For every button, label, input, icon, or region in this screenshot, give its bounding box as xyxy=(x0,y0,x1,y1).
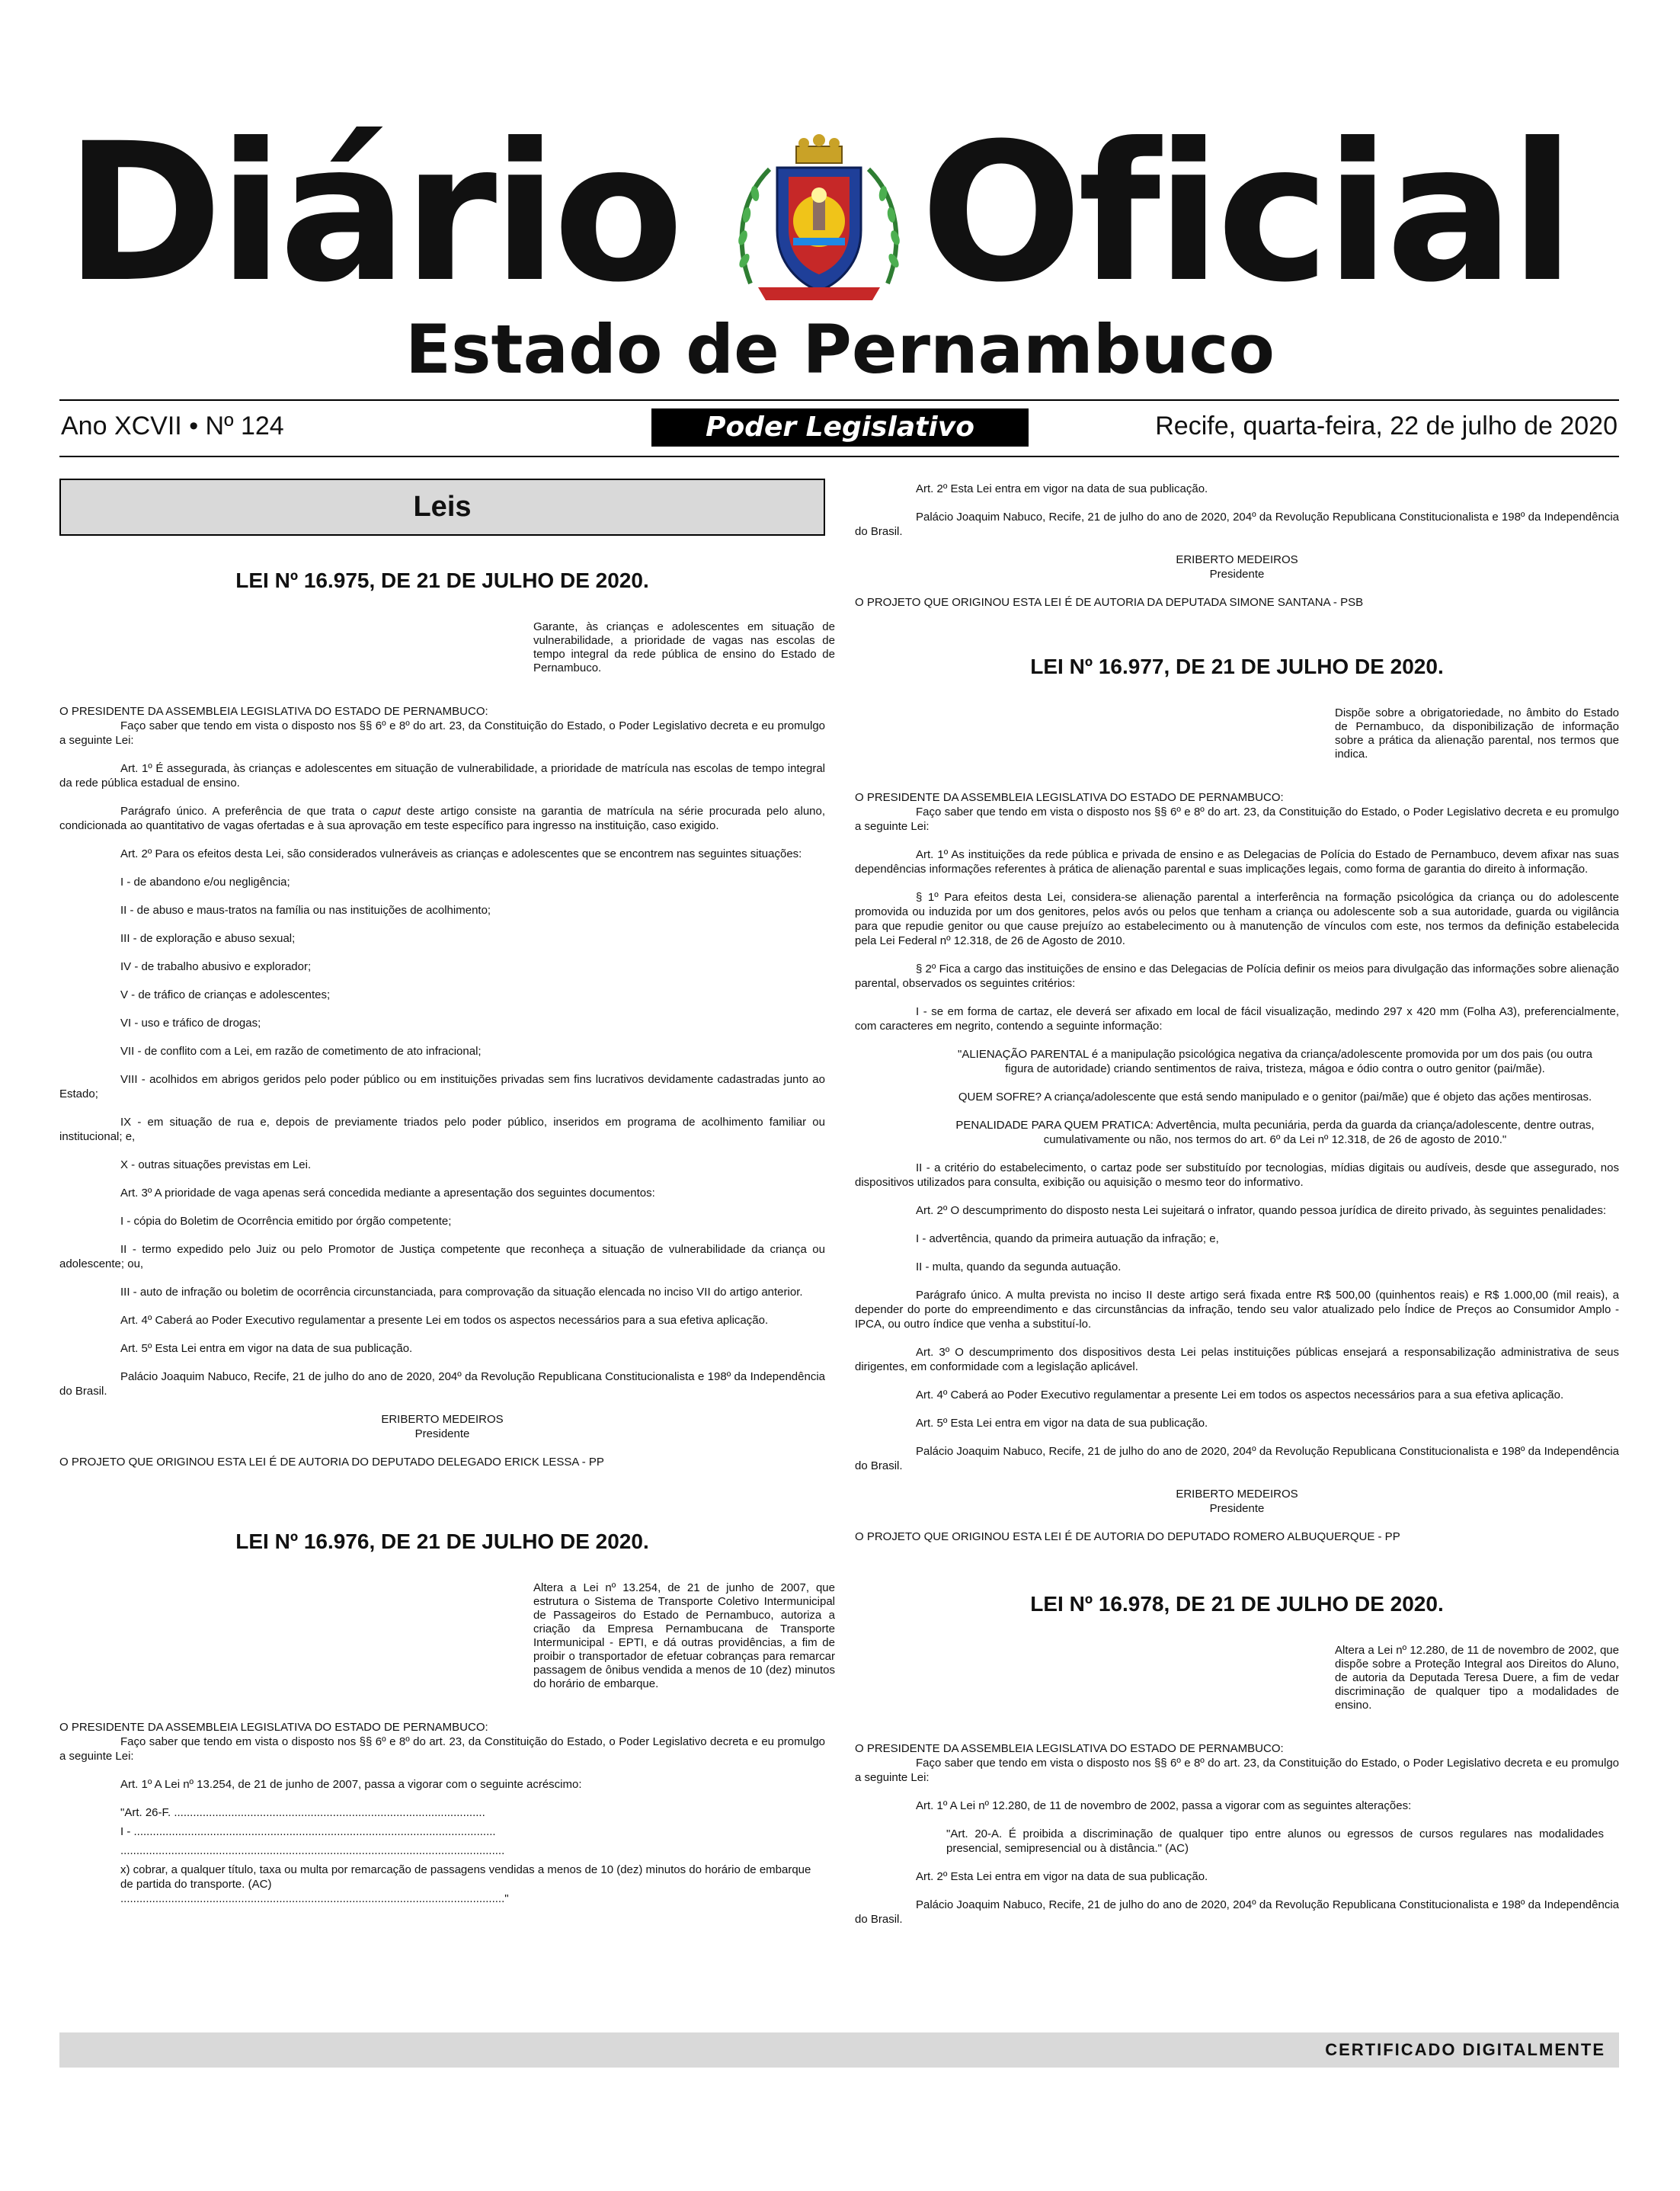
law-article: Art. 2º Esta Lei entra em vigor na data de sua publicação. xyxy=(916,482,1208,495)
law-quote: "Art. 26-F. .................................................................................................. xyxy=(120,1806,485,1819)
law-item: IX - em situação de rua e, depois de previamente triados pelo poder público, inseridos em programa de acolhimento familiar ou institucional; e, xyxy=(59,1116,825,1143)
law-item: III - de exploração e abuso sexual; xyxy=(120,932,296,945)
law-item: II - de abuso e maus-tratos na família ou nas instituições de acolhimento; xyxy=(120,904,491,917)
law-item: II - termo expedido pelo Juiz ou pelo Promotor de Justiça competente que reconheça a situação de vulnerabilidade da criança ou adolescente; ou, xyxy=(59,1243,825,1270)
law-signature xyxy=(59,1412,825,1441)
law-item: I - cópia do Boletim de Ocorrência emitido por órgão competente; xyxy=(120,1215,452,1228)
law-article: Art. 3º O descumprimento dos dispositivos desta Lei pelas instituições públicas ensejará a responsabilização administrativa de seus dirigentes, em conformidade com a legislação aplicável. xyxy=(855,1346,1619,1373)
law-ementa: Altera a Lei nº 12.280, de 11 de novembro de 2002, que dispõe sobre a Proteção Integral aos Direitos do Aluno, de autoria da Deputada Teresa Duere, a fim de vedar discriminação de qualquer tipo a modalidades de ensino. xyxy=(1335,1644,1619,1712)
law-article: Art. 2º Esta Lei entra em vigor na data de sua publicação. xyxy=(916,1870,1208,1883)
law-signature xyxy=(855,1487,1619,1516)
law-title: LEI Nº 16.978, DE 21 DE JULHO DE 2020. xyxy=(1030,1592,1444,1616)
law-article: Art. 1º A Lei nº 13.254, de 21 de junho de 2007, passa a vigorar com o seguinte acréscimo: xyxy=(120,1778,582,1791)
law-item: III - auto de infração ou boletim de ocorrência circunstanciada, para comprovação da situação elencada no inciso VII do artigo anterior. xyxy=(120,1286,803,1299)
law-item: II - a critério do estabelecimento, o cartaz pode ser substituído por tecnologias, mídias digitais ou audíveis, desde que assegurado, nos dispositivos utilizados para consulta, exibição ou aquisição o mesmo teor do informativo. xyxy=(855,1161,1619,1189)
pernambuco-coat-of-arms-icon xyxy=(728,131,910,306)
law-paragraph: Parágrafo único. A preferência de que trata o caput deste artigo consiste na garantia de matrícula na série procurada pelo aluno, condicionada ao quantitativo de vagas ofertadas e à sua aprovação em teste específico para ingresso na instituição, caso exigido. xyxy=(59,805,826,832)
law-paragraph: § 1º Para efeitos desta Lei, considera-se alienação parental a interferência na formação psicológica da criança ou do adolescente promovida ou induzida por um dos genitores, pelos avós ou pelos que tenham a criança ou adolescente sob a sua autoridade, guarda ou vigilância para que repudie genitor ou que cause prejuízo ao estabelecimento ou à manutenção de vínculos com este, nos termos da definição estabelecida pela Lei Federal nº 12.318, de 26 de Agosto de 2010. xyxy=(855,891,1619,947)
law-signature-place: Palácio Joaquim Nabuco, Recife, 21 de julho do ano de 2020, 204º da Revolução Republicana Constitucionalista e 198º da Independência do Brasil. xyxy=(855,1898,1619,1926)
law-item: II - multa, quando da segunda autuação. xyxy=(916,1260,1122,1273)
signer-role: Presidente xyxy=(1209,568,1265,581)
law-quote: QUEM SOFRE? A criança/adolescente que está sendo manipulado e o genitor (pai/mãe) que é objeto das ações mentirosas. xyxy=(958,1091,1592,1104)
law-preamble: Faço saber que tendo em vista o disposto nos §§ 6º e 8º do art. 23, da Constituição do Estado, o Poder Legislativo decreta e eu promulgo a seguinte Lei: xyxy=(855,806,1619,833)
law-title: LEI Nº 16.976, DE 21 DE JULHO DE 2020. xyxy=(235,1530,649,1553)
law-item: X - outras situações previstas em Lei. xyxy=(120,1158,312,1171)
left-column xyxy=(59,568,835,1920)
law-paragraph: § 2º Fica a cargo das instituições de ensino e das Delegacias de Polícia definir os meios para divulgação das informações sobre alienação parental, observados os seguintes critérios: xyxy=(855,963,1619,990)
law-preamble-head: O PRESIDENTE DA ASSEMBLEIA LEGISLATIVA DO ESTADO DE PERNAMBUCO: xyxy=(59,705,488,718)
law-article: Art. 4º Caberá ao Poder Executivo regulamentar a presente Lei em todos os aspectos necessários para a sua efetiva aplicação. xyxy=(916,1389,1564,1401)
law-article: Art. 1º As instituições da rede pública e privada de ensino e as Delegacias de Polícia do Estado de Pernambuco, devem afixar nas suas dependências informações referentes à prática de alienação parental e suas implicações legais, como forma de garantia do direito à informação. xyxy=(855,848,1619,876)
signer-name: ERIBERTO MEDEIROS xyxy=(381,1413,504,1426)
signer-name: ERIBERTO MEDEIROS xyxy=(1176,1488,1298,1501)
masthead xyxy=(0,0,1680,443)
law-paragraph: Parágrafo único. A multa prevista no inciso II deste artigo será fixada entre R$ 500,00 (quinhentos reais) e R$ 1.000,00 (mil reais), a depender do porte do empreendimento e das circunstâncias da infração, tendo seu valor atualizado pelo Índice de Preços ao Consumidor Amplo - IPCA, ou outro índice que venha a substituí-lo. xyxy=(855,1289,1619,1331)
masthead-title-left: Diário xyxy=(65,102,680,324)
law-item: IV - de trabalho abusivo e explorador; xyxy=(120,960,312,973)
law-quote: PENALIDADE PARA QUEM PRATICA: Advertência, multa pecuniária, perda da guarda da criança/adolescente, dentre outras, cumulativamente ou não, nos termos do art. 6º da Lei nº 12.318, de 26 de agosto de 2010." xyxy=(955,1119,1595,1146)
law-title: LEI Nº 16.977, DE 21 DE JULHO DE 2020. xyxy=(1030,655,1444,678)
law-quote: I - .................................................................................................................. xyxy=(120,1825,496,1838)
law-ementa: Altera a Lei nº 13.254, de 21 de junho de 2007, que estrutura o Sistema de Transporte Coletivo Intermunicipal de Passageiros do Estado de Pernambuco, autoriza a criação da Empresa Pernambucana de Transporte Intermunicipal - EPTI, e dá outras providências, a fim de proibir o transportador de efetuar cobranças para remarcar passagem de ônibus vendida a menos de 10 (dez) minutos do horário de embarque. xyxy=(533,1581,835,1690)
masthead-bottom-rule xyxy=(59,456,1619,457)
law-article: Art. 3º A prioridade de vaga apenas será concedida mediante a apresentação dos seguintes documentos: xyxy=(120,1187,655,1200)
right-column xyxy=(855,482,1619,1940)
law-article: Art. 5º Esta Lei entra em vigor na data de sua publicação. xyxy=(916,1417,1208,1430)
law-signature xyxy=(855,553,1619,581)
masthead-top-rule xyxy=(59,399,1619,401)
law-item: VI - uso e tráfico de drogas; xyxy=(120,1017,261,1030)
law-preamble: Faço saber que tendo em vista o disposto nos §§ 6º e 8º do art. 23, da Constituição do Estado, o Poder Legislativo decreta e eu promulgo a seguinte Lei: xyxy=(59,719,825,747)
law-article: Art. 5º Esta Lei entra em vigor na data de sua publicação. xyxy=(120,1342,413,1355)
signer-role: Presidente xyxy=(414,1427,470,1440)
law-authorship: O PROJETO QUE ORIGINOU ESTA LEI É DE AUTORIA DA DEPUTADA SIMONE SANTANA - PSB xyxy=(855,596,1364,609)
masthead-title-right: Oficial xyxy=(920,102,1571,324)
law-item: VII - de conflito com a Lei, em razão de cometimento de ato infracional; xyxy=(120,1045,482,1058)
law-article: Art. 1º A Lei nº 12.280, de 11 de novembro de 2002, passa a vigorar com as seguintes alterações: xyxy=(916,1799,1412,1812)
law-quote: "ALIENAÇÃO PARENTAL é a manipulação psicológica negativa da criança/adolescente promovida por um dos pais (ou outra figura de autoridade) criando sentimentos de raiva, tristeza, mágoa e ódio contra o outro genitor (pai/mãe). xyxy=(958,1048,1592,1075)
law-item: VIII - acolhidos em abrigos geridos pelo poder público ou em instituições privadas sem fins lucrativos devidamente cadastradas junto ao Estado; xyxy=(59,1073,825,1100)
signer-name: ERIBERTO MEDEIROS xyxy=(1176,553,1298,566)
issue-date: Recife, quarta-feira, 22 de julho de 2020 xyxy=(1155,412,1618,440)
section-banner: Poder Legislativo xyxy=(651,408,1029,447)
law-title: LEI Nº 16.975, DE 21 DE JULHO DE 2020. xyxy=(235,569,649,592)
digital-certificate-label: CERTIFICADO DIGITALMENTE xyxy=(1325,2040,1605,2059)
law-signature-place: Palácio Joaquim Nabuco, Recife, 21 de julho do ano de 2020, 204º da Revolução Republicana Constitucionalista e 198º da Independência do Brasil. xyxy=(855,511,1619,538)
law-item: I - advertência, quando da primeira autuação da infração; e, xyxy=(916,1232,1219,1245)
law-article: Art. 1º É assegurada, às crianças e adolescentes em situação de vulnerabilidade, a prioridade de matrícula nas escolas de tempo integral da rede pública estadual de ensino. xyxy=(59,762,825,790)
signer-role: Presidente xyxy=(1209,1502,1265,1515)
law-authorship: O PROJETO QUE ORIGINOU ESTA LEI É DE AUTORIA DO DEPUTADO DELEGADO ERICK LESSA - PP xyxy=(59,1456,604,1469)
law-preamble: Faço saber que tendo em vista o disposto nos §§ 6º e 8º do art. 23, da Constituição do Estado, o Poder Legislativo decreta e eu promulgo a seguinte Lei: xyxy=(59,1735,825,1763)
law-preamble-head: O PRESIDENTE DA ASSEMBLEIA LEGISLATIVA DO ESTADO DE PERNAMBUCO: xyxy=(855,1742,1284,1755)
law-item: I - se em forma de cartaz, ele deverá ser afixado em local de fácil visualização, medindo 297 x 420 mm (Folha A3), preferencialmente, com caracteres em negrito, contendo a seguinte informação: xyxy=(855,1005,1619,1033)
law-ementa: Garante, às crianças e adolescentes em situação de vulnerabilidade, a prioridade de vagas nas escolas de tempo integral da rede pública de ensino do Estado de Pernambuco. xyxy=(533,620,835,674)
law-item: I - de abandono e/ou negligência; xyxy=(120,876,290,889)
issue-number: Ano XCVII • Nº 124 xyxy=(61,412,284,440)
law-ementa: Dispõe sobre a obrigatoriedade, no âmbito do Estado de Pernambuco, da disponibilização de informação sobre a prática da alienação parental, nos termos que indica. xyxy=(1335,706,1619,761)
masthead-subtitle: Estado de Pernambuco xyxy=(405,310,1275,389)
law-item: V - de tráfico de crianças e adolescentes; xyxy=(120,988,331,1001)
law-preamble-head: O PRESIDENTE DA ASSEMBLEIA LEGISLATIVA DO ESTADO DE PERNAMBUCO: xyxy=(855,791,1284,804)
law-signature-place: Palácio Joaquim Nabuco, Recife, 21 de julho do ano de 2020, 204º da Revolução Republicana Constitucionalista e 198º da Independência do Brasil. xyxy=(59,1370,825,1398)
section-heading: Leis xyxy=(59,479,825,536)
law-article: Art. 2º Para os efeitos desta Lei, são considerados vulneráveis as crianças e adolescentes que se encontrem nas seguintes situações: xyxy=(120,847,802,860)
law-authorship: O PROJETO QUE ORIGINOU ESTA LEI É DE AUTORIA DO DEPUTADO ROMERO ALBUQUERQUE - PP xyxy=(855,1530,1400,1543)
law-quote: ......................................................................................................................... xyxy=(120,1844,505,1857)
law-quote: "Art. 20-A. É proibida a discriminação de qualquer tipo entre alunos ou egressos de cursos regulares nas modalidades presencial, semipresencial ou à distância." (AC) xyxy=(946,1827,1604,1855)
law-article: Art. 4º Caberá ao Poder Executivo regulamentar a presente Lei em todos os aspectos necessários para a sua efetiva aplicação. xyxy=(120,1314,769,1327)
law-preamble-head: O PRESIDENTE DA ASSEMBLEIA LEGISLATIVA DO ESTADO DE PERNAMBUCO: xyxy=(59,1721,488,1734)
law-quote: x) cobrar, a qualquer título, taxa ou multa por remarcação de passagens vendidas a menos de 10 (dez) minutos do horário de embarque de partida do transporte. (AC) xyxy=(120,1863,811,1891)
law-quote: ........................................................................................................................." xyxy=(120,1892,509,1905)
law-preamble: Faço saber que tendo em vista o disposto nos §§ 6º e 8º do art. 23, da Constituição do Estado, o Poder Legislativo decreta e eu promulgo a seguinte Lei: xyxy=(855,1757,1619,1784)
law-article: Art. 2º O descumprimento do disposto nesta Lei sujeitará o infrator, quando pessoa jurídica de direito privado, às seguintes penalidades: xyxy=(916,1204,1607,1217)
footer-bar xyxy=(59,2032,1619,2068)
law-signature-place: Palácio Joaquim Nabuco, Recife, 21 de julho do ano de 2020, 204º da Revolução Republicana Constitucionalista e 198º da Independência do Brasil. xyxy=(855,1445,1619,1472)
